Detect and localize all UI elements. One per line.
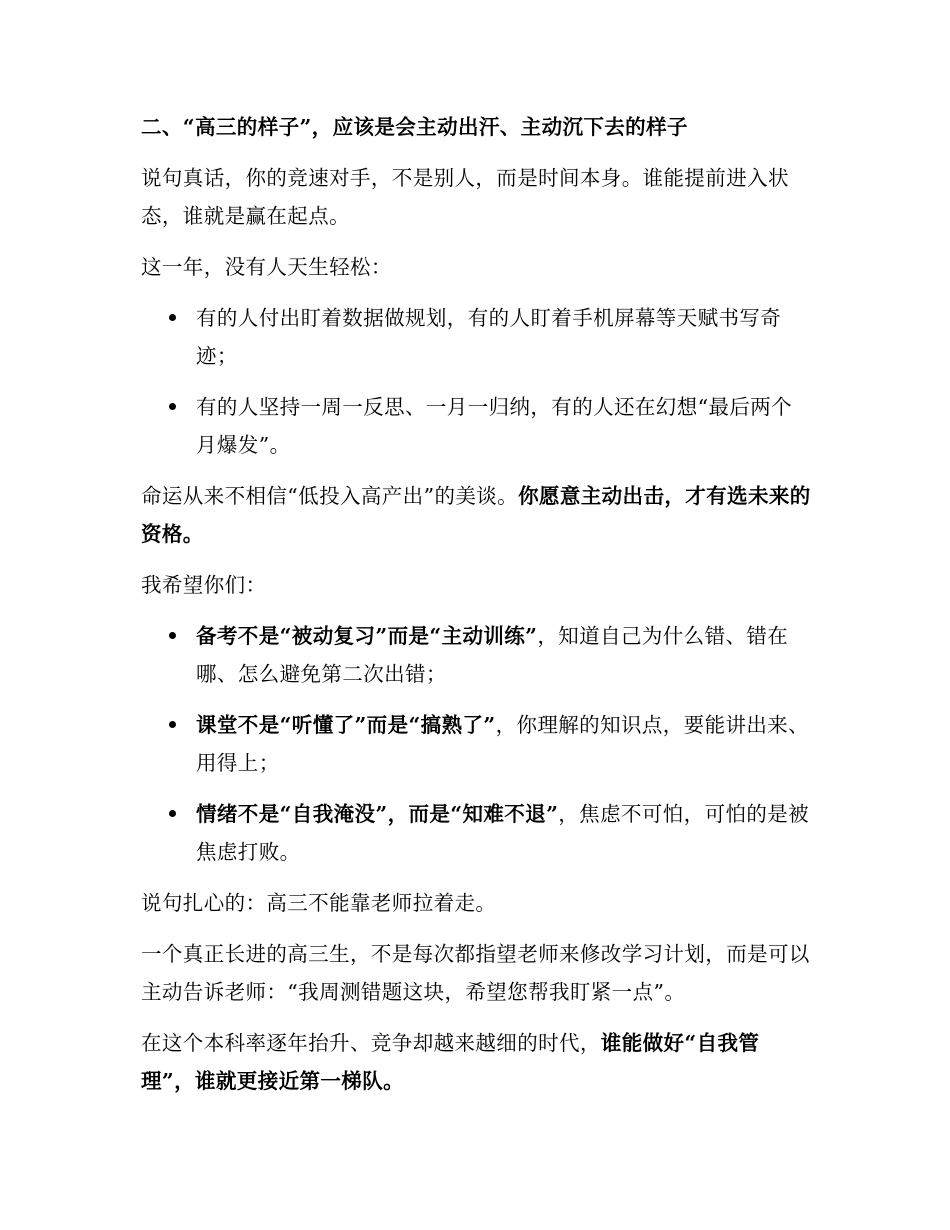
- paragraph-nobody-easy: 这一年，没有人天生轻松：: [141, 255, 392, 279]
- paragraph-harsh-truth: 说句扎心的：高三不能靠老师拉着走。: [141, 891, 497, 915]
- document-body: [141, 108, 811, 1113]
- section-heading: 二、“高三的样子”，应该是会主动出汗、主动沉下去的样子: [141, 115, 688, 139]
- list-item: [141, 617, 811, 693]
- contrast-list: [141, 299, 811, 464]
- list-item: [141, 706, 811, 782]
- list-item-emphasis: 情绪不是“自我淹没”，而是“知难不退”: [196, 802, 559, 826]
- list-item-text: 有的人坚持一周一反思、一月一归纳，有的人还在幻想“最后两个月爆发”。: [196, 395, 793, 457]
- list-item-emphasis: 课堂不是“听懂了”而是“搞熟了”: [196, 713, 496, 737]
- paragraph-time-opponent: 说句真话，你的竞速对手，不是别人，而是时间本身。谁能提前进入状态，谁就是赢在起点。: [141, 166, 789, 228]
- list-item: [141, 795, 811, 871]
- list-item-text: ，知道自己为什么错、错在哪、怎么避免第二次出错；: [196, 624, 789, 686]
- paragraph-destiny: [141, 477, 811, 553]
- list-item: [141, 388, 811, 464]
- bullet-icon: [169, 314, 176, 321]
- bullet-icon: [169, 721, 176, 728]
- bullet-icon: [169, 403, 176, 410]
- list-item: [141, 299, 811, 375]
- paragraph-i-hope: 我希望你们：: [141, 573, 267, 597]
- bullet-icon: [169, 632, 176, 639]
- list-item-emphasis: 备考不是“被动复习”而是“主动训练”: [196, 624, 538, 648]
- paragraph-true-student: 一个真正长进的高三生，不是每次都指望老师来修改学习计划，而是可以主动告诉老师：“我周测错题这块，希望您帮我盯紧一点”。: [141, 942, 810, 1004]
- paragraph-self-management-text: 在这个本科率逐年抬升、竞争却越来越细的时代，: [141, 1031, 601, 1055]
- list-item-text: 有的人付出盯着数据做规划，有的人盯着手机屏幕等天赋书写奇迹；: [196, 306, 782, 368]
- bullet-icon: [169, 810, 176, 817]
- list-item-text: ，你理解的知识点，要能讲出来、用得上；: [196, 713, 810, 775]
- hope-list: [141, 617, 811, 871]
- list-item-text: ，焦虑不可怕，可怕的是被焦虑打败。: [196, 802, 810, 864]
- paragraph-self-management: [141, 1024, 811, 1100]
- paragraph-destiny-emphasis: 你愿意主动出击，才有选未来的资格。: [141, 484, 811, 546]
- paragraph-self-management-emphasis: 谁能做好“自我管理”，谁就更接近第一梯队。: [141, 1031, 760, 1093]
- paragraph-destiny-text: 命运从来不相信“低投入高产出”的美谈。: [141, 484, 519, 508]
